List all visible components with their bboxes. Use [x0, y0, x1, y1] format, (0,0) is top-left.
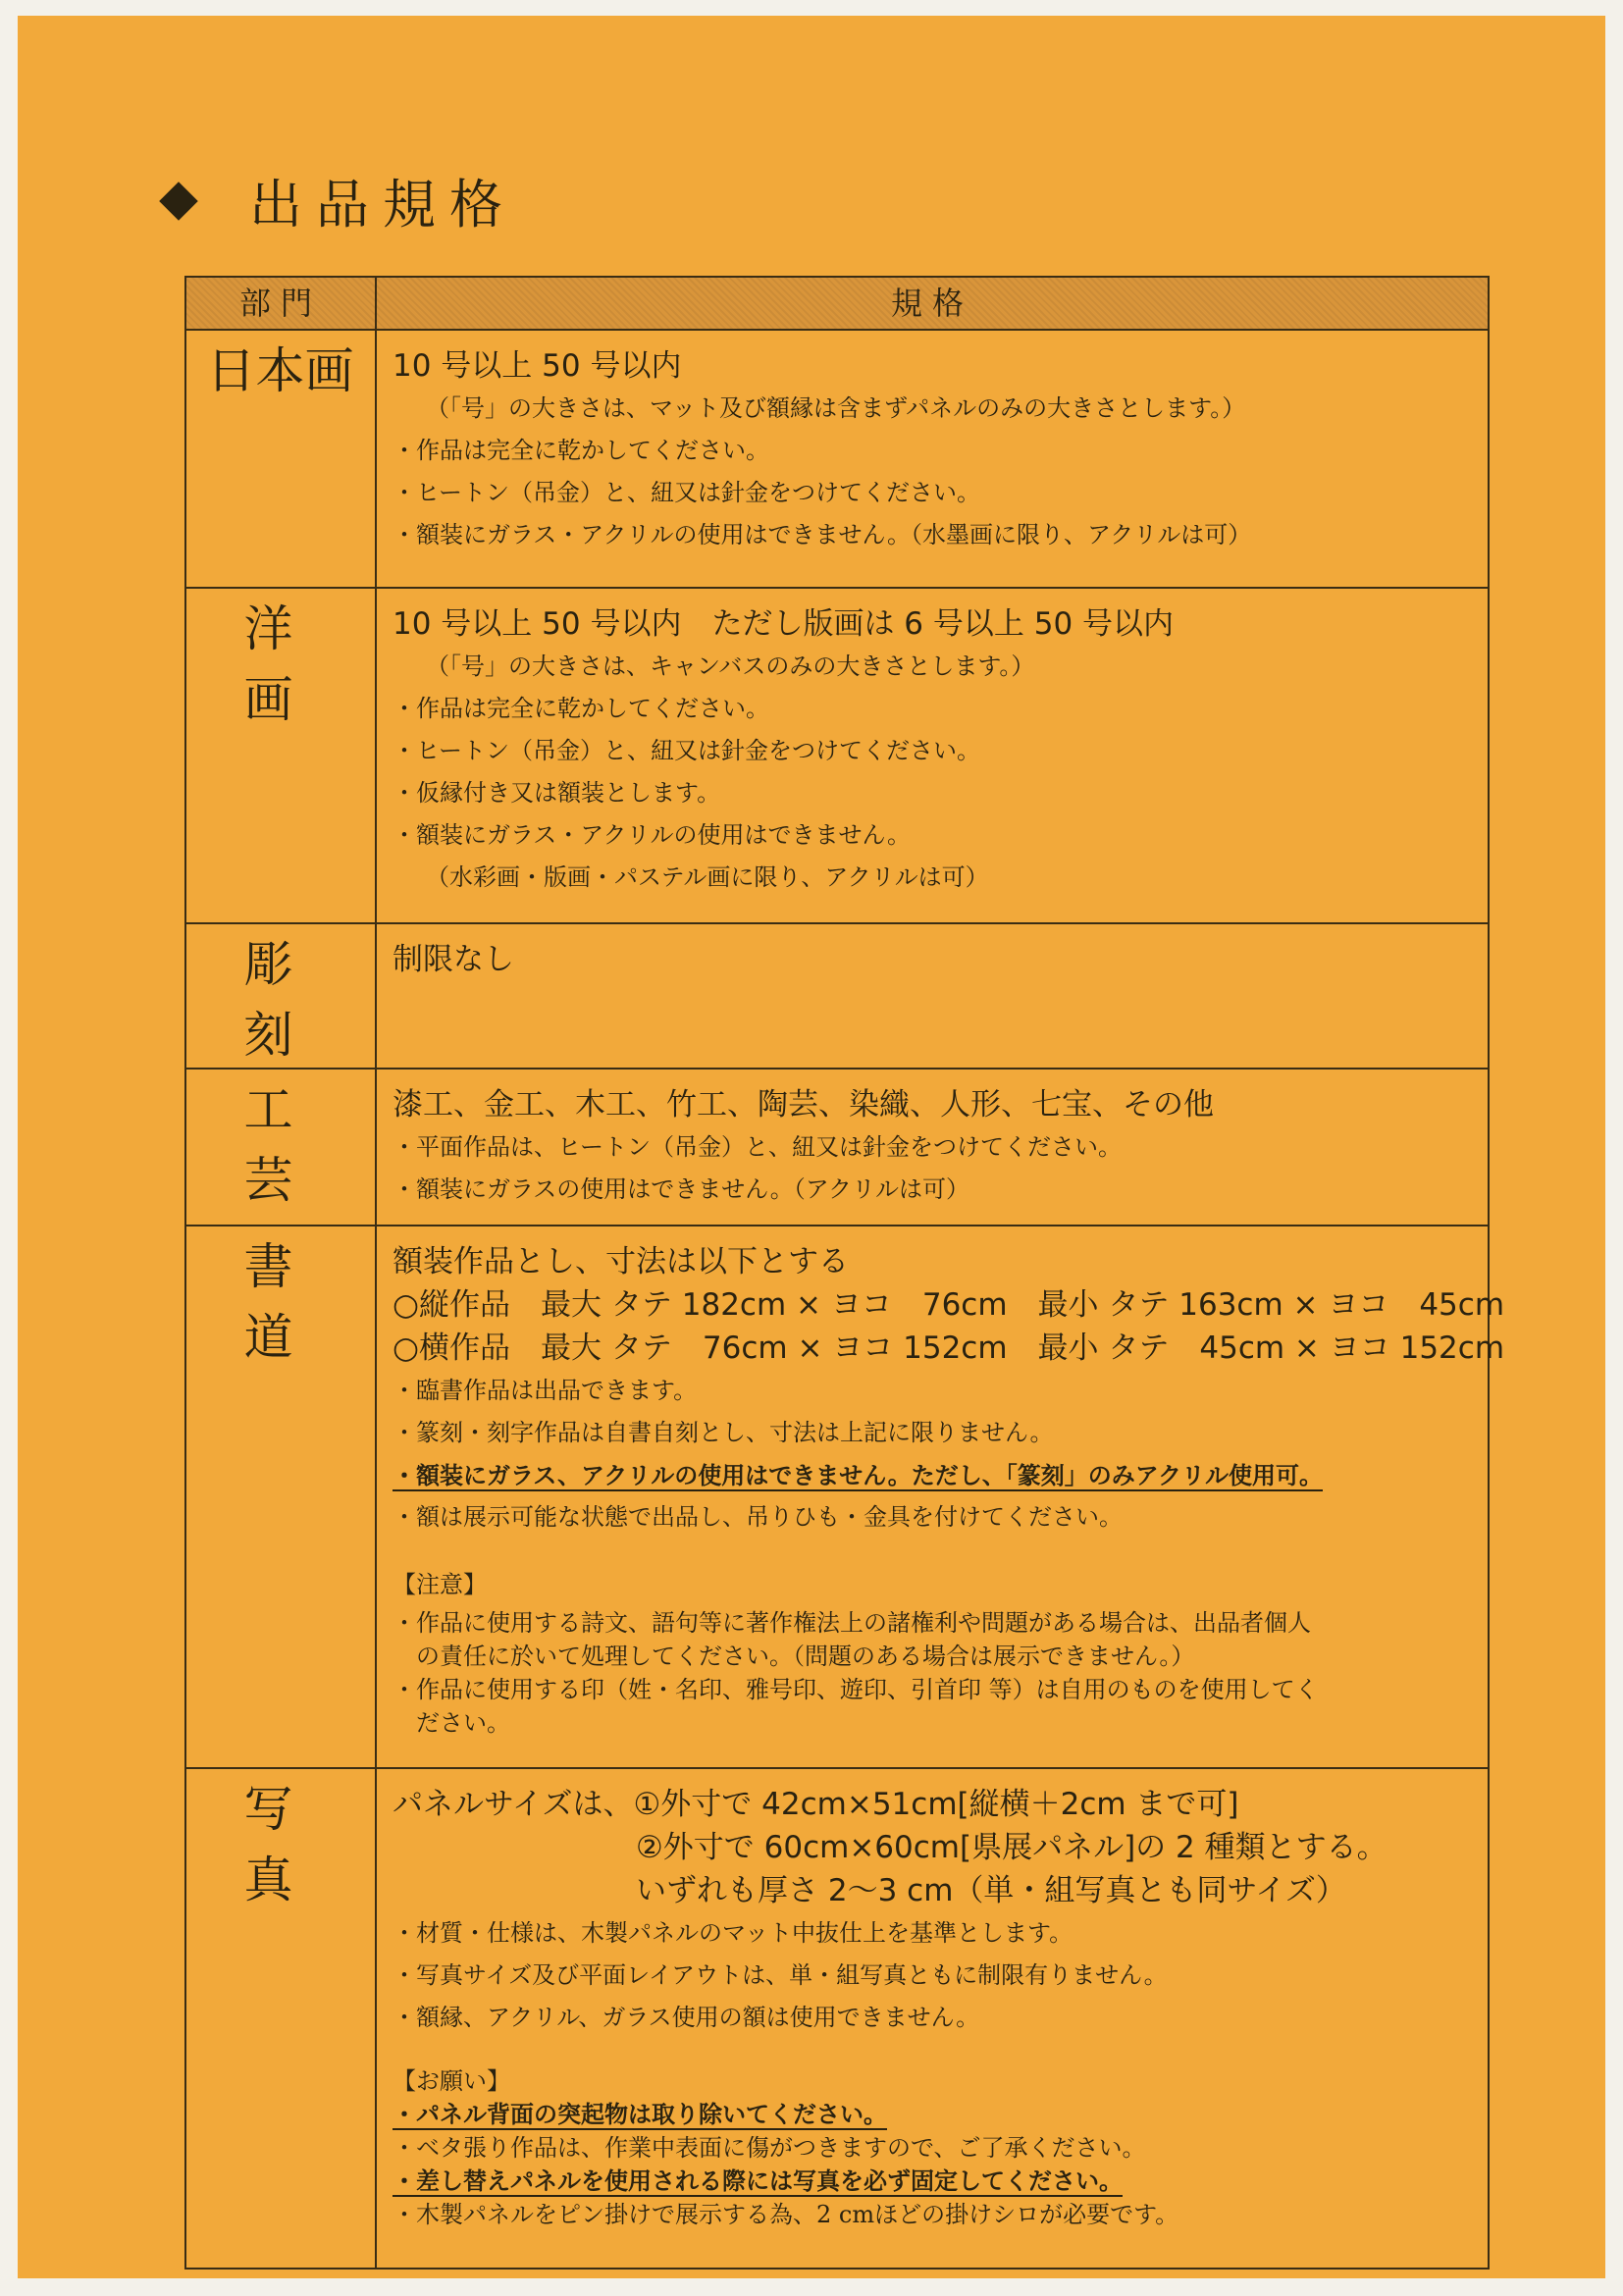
lead-text: ○横作品 最大 タテ 76cm × ヨコ 152cm 最小 タテ 45cm × ヨコ 152cm: [393, 1331, 1505, 1366]
lead-text: ②外寸で 60cm×60cm[県展パネル]の 2 種類とする。: [393, 1830, 1387, 1865]
table-header-row: [185, 277, 1489, 330]
spec-nihonga: [376, 330, 1489, 588]
request-line: ・ベタ張り作品は、作業中表面に傷がつきますので、ご了承ください。: [393, 2134, 1146, 2162]
page-sheet: [18, 16, 1605, 2278]
request-line-emphasis: ・パネル背面の突起物は取り除いてください。: [393, 2100, 887, 2128]
dept-kogei: 工芸: [185, 1069, 376, 1226]
note-line: ・臨書作品は出品できます。: [393, 1377, 698, 1404]
note-line: ・作品は完全に乾かしてください。: [393, 437, 769, 464]
header-dept: 部門: [185, 277, 376, 330]
lead-text: 額装作品とし、寸法は以下とする: [393, 1244, 849, 1279]
note-line: ・額装にガラスの使用はできません。（アクリルは可）: [393, 1175, 969, 1203]
dept-nihonga: 日本画: [185, 330, 376, 588]
spec-kogei: [376, 1069, 1489, 1226]
lead-text: 漆工、金工、木工、竹工、陶芸、染織、人形、七宝、その他: [393, 1087, 1214, 1122]
caution-line: ださい。: [393, 1709, 510, 1737]
request-line-emphasis: ・差し替えパネルを使用される際には写真を必ず固定してください。: [393, 2166, 1123, 2195]
note-line: ・額装にガラス・アクリルの使用はできません。: [393, 821, 911, 849]
table-row-nihonga: [185, 330, 1489, 588]
lead-text: 10 号以上 50 号以内: [393, 348, 682, 384]
note-line: ・額装にガラス・アクリルの使用はできません。（水墨画に限り、アクリルは可）: [393, 521, 1252, 548]
table-row-yoga: [185, 588, 1489, 923]
table-row-chokoku: [185, 923, 1489, 1069]
spec-shashin: [376, 1768, 1489, 2269]
page-title: [165, 163, 516, 238]
caution-heading: 【注意】: [393, 1571, 487, 1598]
header-spec: 規格: [376, 277, 1489, 330]
note-line: （「号」の大きさは、キャンバスのみの大きさとします。）: [426, 652, 1035, 680]
request-line: ・木製パネルをピン掛けで展示する為、2 cmほどの掛けシロが必要です。: [393, 2201, 1179, 2228]
lead-text: いずれも厚さ 2～3 cm（単・組写真とも同サイズ）: [393, 1873, 1346, 1908]
table-row-kogei: [185, 1069, 1489, 1226]
note-line: （「号」の大きさは、マット及び額縁は含まずパネルのみの大きさとします。）: [426, 394, 1246, 422]
lead-text: ○縦作品 最大 タテ 182cm × ヨコ 76cm 最小 タテ 163cm × ヨコ 45cm: [393, 1287, 1505, 1323]
note-line: ・材質・仕様は、木製パネルのマット中抜仕上を基準とします。: [393, 1919, 1073, 1947]
note-line-emphasis: ・額装にガラス、アクリルの使用はできません。ただし、「篆刻」のみアクリル使用可。: [393, 1461, 1323, 1489]
spacer: [393, 2039, 1472, 2064]
dept-yoga: 洋画: [185, 588, 376, 923]
lead-text: 制限なし: [393, 942, 514, 977]
note-line: ・写真サイズ及び平面レイアウトは、単・組写真ともに制限有りません。: [393, 1961, 1168, 1989]
spec-table: [184, 276, 1505, 2270]
note-line: ・篆刻・刻字作品は自書自刻とし、寸法は上記に限りません。: [393, 1419, 1054, 1446]
note-line: ・額縁、アクリル、ガラス使用の額は使用できません。: [393, 2004, 980, 2031]
table-row-shodo: [185, 1226, 1489, 1768]
spec-yoga: [376, 588, 1489, 923]
dept-chokoku: 彫刻: [185, 923, 376, 1069]
note-line: ・仮縁付き又は額装とします。: [393, 779, 721, 807]
diamond-bullet-icon: [159, 182, 198, 221]
note-line: ・作品は完全に乾かしてください。: [393, 695, 769, 722]
page-title-text: 出品規格: [249, 174, 516, 235]
dept-shodo: 書道: [185, 1226, 376, 1768]
request-heading: 【お願い】: [393, 2067, 510, 2095]
note-line: ・額は展示可能な状態で出品し、吊りひも・金具を付けてください。: [393, 1503, 1123, 1531]
spec-chokoku: [376, 923, 1489, 1069]
note-line: ・ヒートン（吊金）と、紐又は針金をつけてください。: [393, 737, 981, 764]
caution-line: の責任に於いて処理してください。（問題のある場合は展示できません。）: [393, 1643, 1195, 1670]
spec-shodo: [376, 1226, 1505, 1768]
lead-text: パネルサイズは、①外寸で 42cm×51cm[縦横＋2cm まで可]: [393, 1787, 1239, 1822]
table-row-shashin: [185, 1768, 1489, 2269]
caution-line: ・作品に使用する印（姓・名印、雅号印、遊印、引首印 等）は自用のものを使用してく: [393, 1676, 1319, 1703]
lead-text: 10 号以上 50 号以内 ただし版画は 6 号以上 50 号以内: [393, 606, 1175, 642]
spacer: [393, 1539, 1472, 1564]
dept-shashin: 写真: [185, 1768, 376, 2269]
caution-line: ・作品に使用する詩文、語句等に著作権法上の諸権利や問題がある場合は、出品者個人: [393, 1609, 1311, 1637]
note-line: ・平面作品は、ヒートン（吊金）と、紐又は針金をつけてください。: [393, 1133, 1123, 1161]
note-line: （水彩画・版画・パステル画に限り、アクリルは可）: [426, 863, 989, 891]
note-line: ・ヒートン（吊金）と、紐又は針金をつけてください。: [393, 479, 981, 506]
